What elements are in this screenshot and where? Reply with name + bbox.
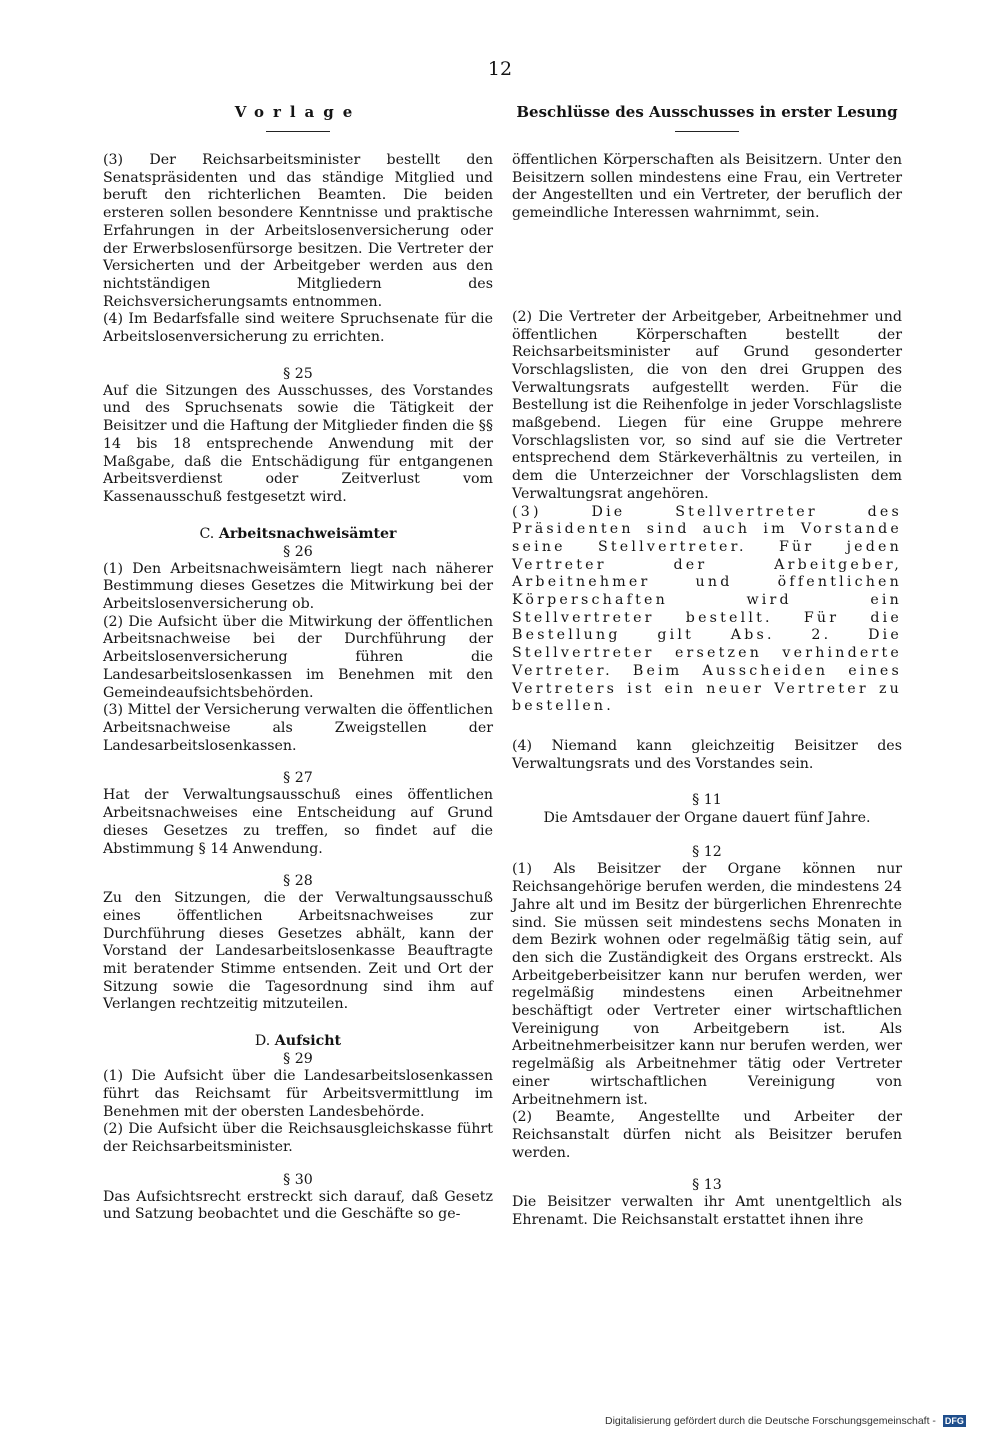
paragraph: (4) Im Bedarfsfalle sind weitere Spruchsenate für die Arbeitslosenversicherung zu errichten. bbox=[103, 311, 493, 346]
paragraph: (4) Niemand kann gleichzeitig Beisitzer des Verwaltungsrats und des Vorstandes sein. bbox=[512, 737, 902, 772]
page-number: 12 bbox=[487, 58, 513, 80]
section-number: § 25 bbox=[283, 365, 313, 382]
section-number: § 29 bbox=[283, 1051, 313, 1068]
section-number: § 12 bbox=[692, 844, 722, 861]
section-heading bbox=[103, 525, 493, 543]
section-number: § 28 bbox=[283, 873, 313, 890]
section-number: § 11 bbox=[692, 792, 722, 809]
paragraph: (2) Die Vertreter der Arbeitgeber, Arbeitnehmer und öffentlichen Körperschaften bestellt der Reichsarbeitsminister auf Grund gesonderter Vorschlagslisten, die von den drei Gruppen des Verwaltungsrats aufgestellt werden. Für die Bestellung ist die Reihenfolge in jeder Vorschlagsliste maßgebend. Liegen für eine Gruppe mehrere Vorschlagslisten vor, so sind auf sie die Vertreter entsprechend dem Stärkeverhältnis zu verteilen, in dem die Unterzeichner der Vorschlagslisten dem Verwaltungsrat angehören. bbox=[512, 308, 902, 502]
paragraph: Zu den Sitzungen, die der Verwaltungsausschuß eines öffentlichen Arbeitsnachweises zur Durchführung dieses Gesetzes abhält, kann der Vorstand der Landesarbeitslosenkasse Beauftragte mit beratender Stimme entsenden. Zeit und Ort der Sitzung sowie die Tagesordnung sind ihm auf Verlangen rechtzeitig mitzuteilen. bbox=[103, 890, 493, 1013]
paragraph: (3) Mittel der Versicherung verwalten die öffentlichen Arbeitsnachweise als Zweigstellen der Landesarbeitslosenkassen. bbox=[103, 702, 493, 754]
paragraph: (3) Die Stellvertreter des Präsidenten sind auch im Vorstande seine Stellvertreter. Für jeden Vertreter der Arbeitgeber, Arbeitnehmer und öffentlichen Körperschaften wird ein Stellvertreter bestellt. Für die Bestellung gilt Abs. 2. Die Stellvertreter ersetzen verhinderte Vertreter. Beim Ausscheiden eines Vertreters ist ein neuer Vertreter zu bestellen. bbox=[512, 503, 902, 715]
paragraph: Die Amtsdauer der Organe dauert fünf Jahre. bbox=[543, 810, 871, 827]
section-number: § 27 bbox=[283, 770, 313, 787]
heading-rule bbox=[266, 131, 330, 132]
paragraph: öffentlichen Körperschaften als Beisitzern. Unter den Beisitzern sollen mindestens eine Frau, ein Vertreter der Angestellten und ein Vertreter, der beruflich der gemeindliche Interessen wahrnimmt, sein. bbox=[512, 152, 902, 222]
right-column-heading: Beschlüsse des Ausschusses in erster Lesung bbox=[516, 103, 898, 121]
paragraph: (1) Den Arbeitsnachweisämtern liegt nach näherer Bestimmung dieses Gesetzes die Mitwirkung bei der Arbeitslosenversicherung ob. bbox=[103, 560, 493, 613]
section-letter: C. bbox=[199, 525, 215, 542]
paragraph: (1) Als Beisitzer der Organe können nur Reichsangehörige berufen werden, die mindestens 24 Jahre alt und im Besitz der bürgerlichen Ehrenrechte sind. Sie müssen seit mindestens sechs Monaten in dem Bezirk wohnen oder regelmäßig tätig sein, auf den sich die Zuständigkeit des Organs erstreckt. Als Arbeitgeberbeisitzer kann nur berufen werden, wer regelmäßig mindestens einen Arbeitnehmer beschäftigt oder Vertreter einer wirtschaftlichen Vereinigung von Arbeitgebern ist. Als Arbeitnehmerbeisitzer kann nur berufen werden, wer regelmäßig als Arbeitnehmer tätig oder Vertreter einer wirtschaftlichen Vereinigung von Arbeitnehmern ist. bbox=[512, 861, 902, 1108]
paragraph: Das Aufsichtsrecht erstreckt sich darauf, daß Gesetz und Satzung beobachtet und die Geschäfte so ge- bbox=[103, 1188, 493, 1223]
section-title: Aufsicht bbox=[274, 1033, 342, 1050]
paragraph: Auf die Sitzungen des Ausschusses, des Vorstandes und des Spruchsenats sowie die Tätigkeit der Beisitzer und die Haftung der Mitglieder finden die §§ 14 bis 18 entsprechende Anwendung mit der Maßgabe, daß die Entschädigung für entgangenen Arbeitsverdienst oder Zeitverlust vom Kassenausschuß festgesetzt wird. bbox=[103, 382, 493, 505]
right-column bbox=[512, 100, 902, 1230]
section-letter: D. bbox=[254, 1033, 271, 1050]
section-number: § 13 bbox=[692, 1177, 722, 1194]
digitization-footer bbox=[605, 1415, 966, 1427]
paragraph: (3) Der Reichsarbeitsminister bestellt den Senatspräsidenten und das ständige Mitglied und beruft den richterlichen Beamten. Die beiden ersteren sollen besondere Kenntnisse und praktische Erfahrungen in der Arbeitslosenversicherung oder der Erwerbslosenfürsorge besitzen. Die Vertreter der Versicherten und der Arbeitgeber werden aus den nichtständigen Mitgliedern des Reichsversicherungsamts entnommen. bbox=[103, 152, 493, 310]
section-heading bbox=[103, 1032, 493, 1050]
section-number: § 30 bbox=[283, 1171, 313, 1188]
dfg-logo: DFG bbox=[944, 1416, 964, 1427]
section-number: § 26 bbox=[283, 543, 313, 560]
paragraph: Hat der Verwaltungsausschuß eines öffentlichen Arbeitsnachweises eine Entscheidung auf Grund dieses Gesetzes zu treffen, so findet auf die Abstimmung § 14 Anwendung. bbox=[103, 787, 493, 857]
left-column-heading: Vorlage bbox=[234, 103, 362, 121]
heading-rule bbox=[675, 131, 739, 132]
paragraph: (2) Die Aufsicht über die Mitwirkung der öffentlichen Arbeitsnachweise bei der Durchführung der Arbeitslosenversicherung führen die Landesarbeitslosenkassen im Benehmen mit den Gemeindeaufsichtsbehörden. bbox=[103, 613, 493, 701]
paragraph: (2) Die Aufsicht über die Reichsausgleichskasse führt der Reichsarbeitsminister. bbox=[103, 1121, 493, 1155]
paragraph: Die Beisitzer verwalten ihr Amt unentgeltlich als Ehrenamt. Die Reichsanstalt erstattet ihnen ihre bbox=[512, 1194, 902, 1229]
paragraph: (1) Die Aufsicht über die Landesarbeitslosenkassen führt das Reichsamt für Arbeitsvermittlung im Benehmen mit der obersten Landesbehörde. bbox=[103, 1068, 493, 1120]
section-title: Arbeitsnachweisämter bbox=[218, 525, 397, 542]
paragraph: (2) Beamte, Angestellte und Arbeiter der Reichsanstalt dürfen nicht als Beisitzer berufen werden. bbox=[512, 1109, 902, 1161]
footer-text: Digitalisierung gefördert durch die Deutsche Forschungsgemeinschaft - bbox=[605, 1415, 936, 1427]
left-column bbox=[103, 100, 493, 1224]
